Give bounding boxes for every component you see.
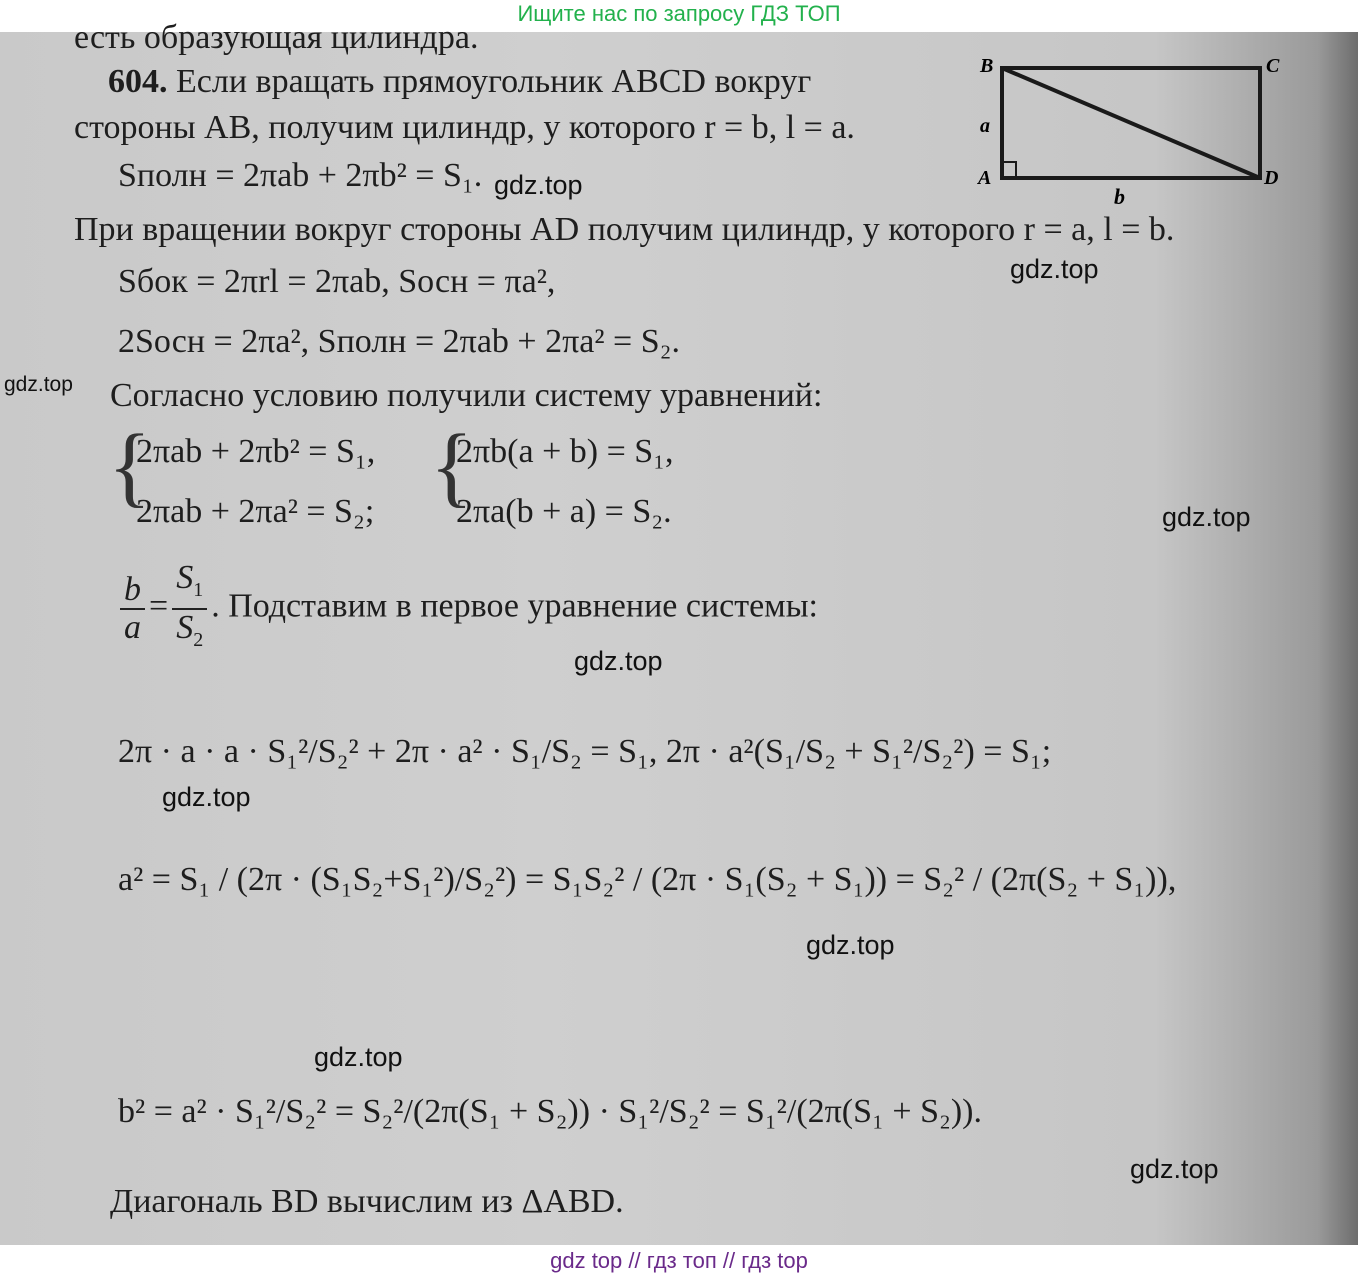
vertex-b-label: B [980, 55, 994, 77]
side-a-label: a [980, 115, 990, 137]
fraction-s1-over-s2: $\frac{S_1}{S_2}$ [172, 560, 207, 658]
watermark: gdz.top [494, 170, 583, 200]
system-2-eq-2: 2πa(b + a) = S₂. [456, 493, 672, 530]
watermark: gdz.top [806, 930, 895, 960]
watermark: gdz.top [1010, 254, 1099, 284]
scanned-page [0, 19, 1358, 1245]
formula-line-3: Sполн = 2πab + 2πb² = S₁. [118, 157, 483, 194]
text-line-7: Согласно условию получили систему уравнений: [110, 377, 823, 414]
text-line-4: При вращении вокруг стороны AD получим цилиндр, у которого r = a, l = b. [74, 211, 1175, 248]
vertex-d-label: D [1264, 167, 1279, 189]
watermark: gdz.top [162, 782, 251, 812]
fraction-b-over-a: $\frac{b}{a}$ [120, 572, 145, 646]
system-1-eq-2: 2πab + 2πa² = S₂; [136, 493, 375, 530]
watermark: gdz.top [314, 1042, 403, 1072]
system-1-eq-1: 2πab + 2πb² = S₁, [136, 433, 376, 470]
problem-number: 604. [108, 63, 168, 100]
text-line-2: стороны AB, получим цилиндр, у которого r = b, l = a. [74, 109, 855, 146]
formula-line-11: a² = S₁ / (2π · (S₁S₂+S₁²)/S₂²) = S₁S₂² / (2π · S₁(S₂ + S₁)) = S₂² / (2π(S₂ + S₁)), [118, 861, 1177, 898]
formula-line-12: b² = a² · S₁²/S₂² = S₂²/(2π(S₁ + S₂)) · S₁²/S₂² = S₁²/(2π(S₁ + S₂)). [118, 1093, 982, 1130]
watermark: gdz.top [1130, 1154, 1219, 1184]
side-b-label: b [1114, 184, 1125, 209]
ratio-line: $\frac{b}{a}$ = $\frac{S_1}{S_2}$ . Подставим в первое уравнение системы: [116, 560, 818, 658]
text-line-13: Диагональ BD вычислим из ΔABD. [110, 1183, 624, 1220]
vertex-a-label: A [978, 167, 992, 189]
formula-line-6: 2Sосн = 2πa², Sполн = 2πab + 2πa² = S₂. [118, 323, 680, 360]
problem-text-1: Если вращать прямоугольник ABCD вокруг [176, 63, 812, 100]
text-line-0: есть образующая цилиндра. [74, 19, 479, 56]
watermark: gdz.top [4, 373, 73, 396]
system-brace-1: { [108, 417, 152, 516]
system-brace-2: { [430, 417, 474, 516]
rectangle-figure [970, 52, 1300, 222]
ratio-line-text: . Подставим в первое уравнение системы: [211, 587, 818, 625]
bottom-banner: gdz top // гдз топ // гдз top [0, 1245, 1358, 1279]
problem-line-1 [108, 62, 811, 102]
formula-line-5: Sбок = 2πrl = 2πab, Sосн = πa², [118, 263, 556, 300]
top-banner: Ищите нас по запросу ГДЗ ТОП [0, 0, 1358, 30]
formula-line-10: 2π · a · a · S₁²/S₂² + 2π · a² · S₁/S₂ = S₁, 2π · a²(S₁/S₂ + S₁²/S₂²) = S₁; [118, 733, 1052, 770]
vertex-c-label: C [1266, 55, 1280, 77]
watermark: gdz.top [1162, 502, 1251, 532]
system-2-eq-1: 2πb(a + b) = S₁, [456, 433, 674, 470]
watermark: gdz.top [574, 646, 663, 676]
